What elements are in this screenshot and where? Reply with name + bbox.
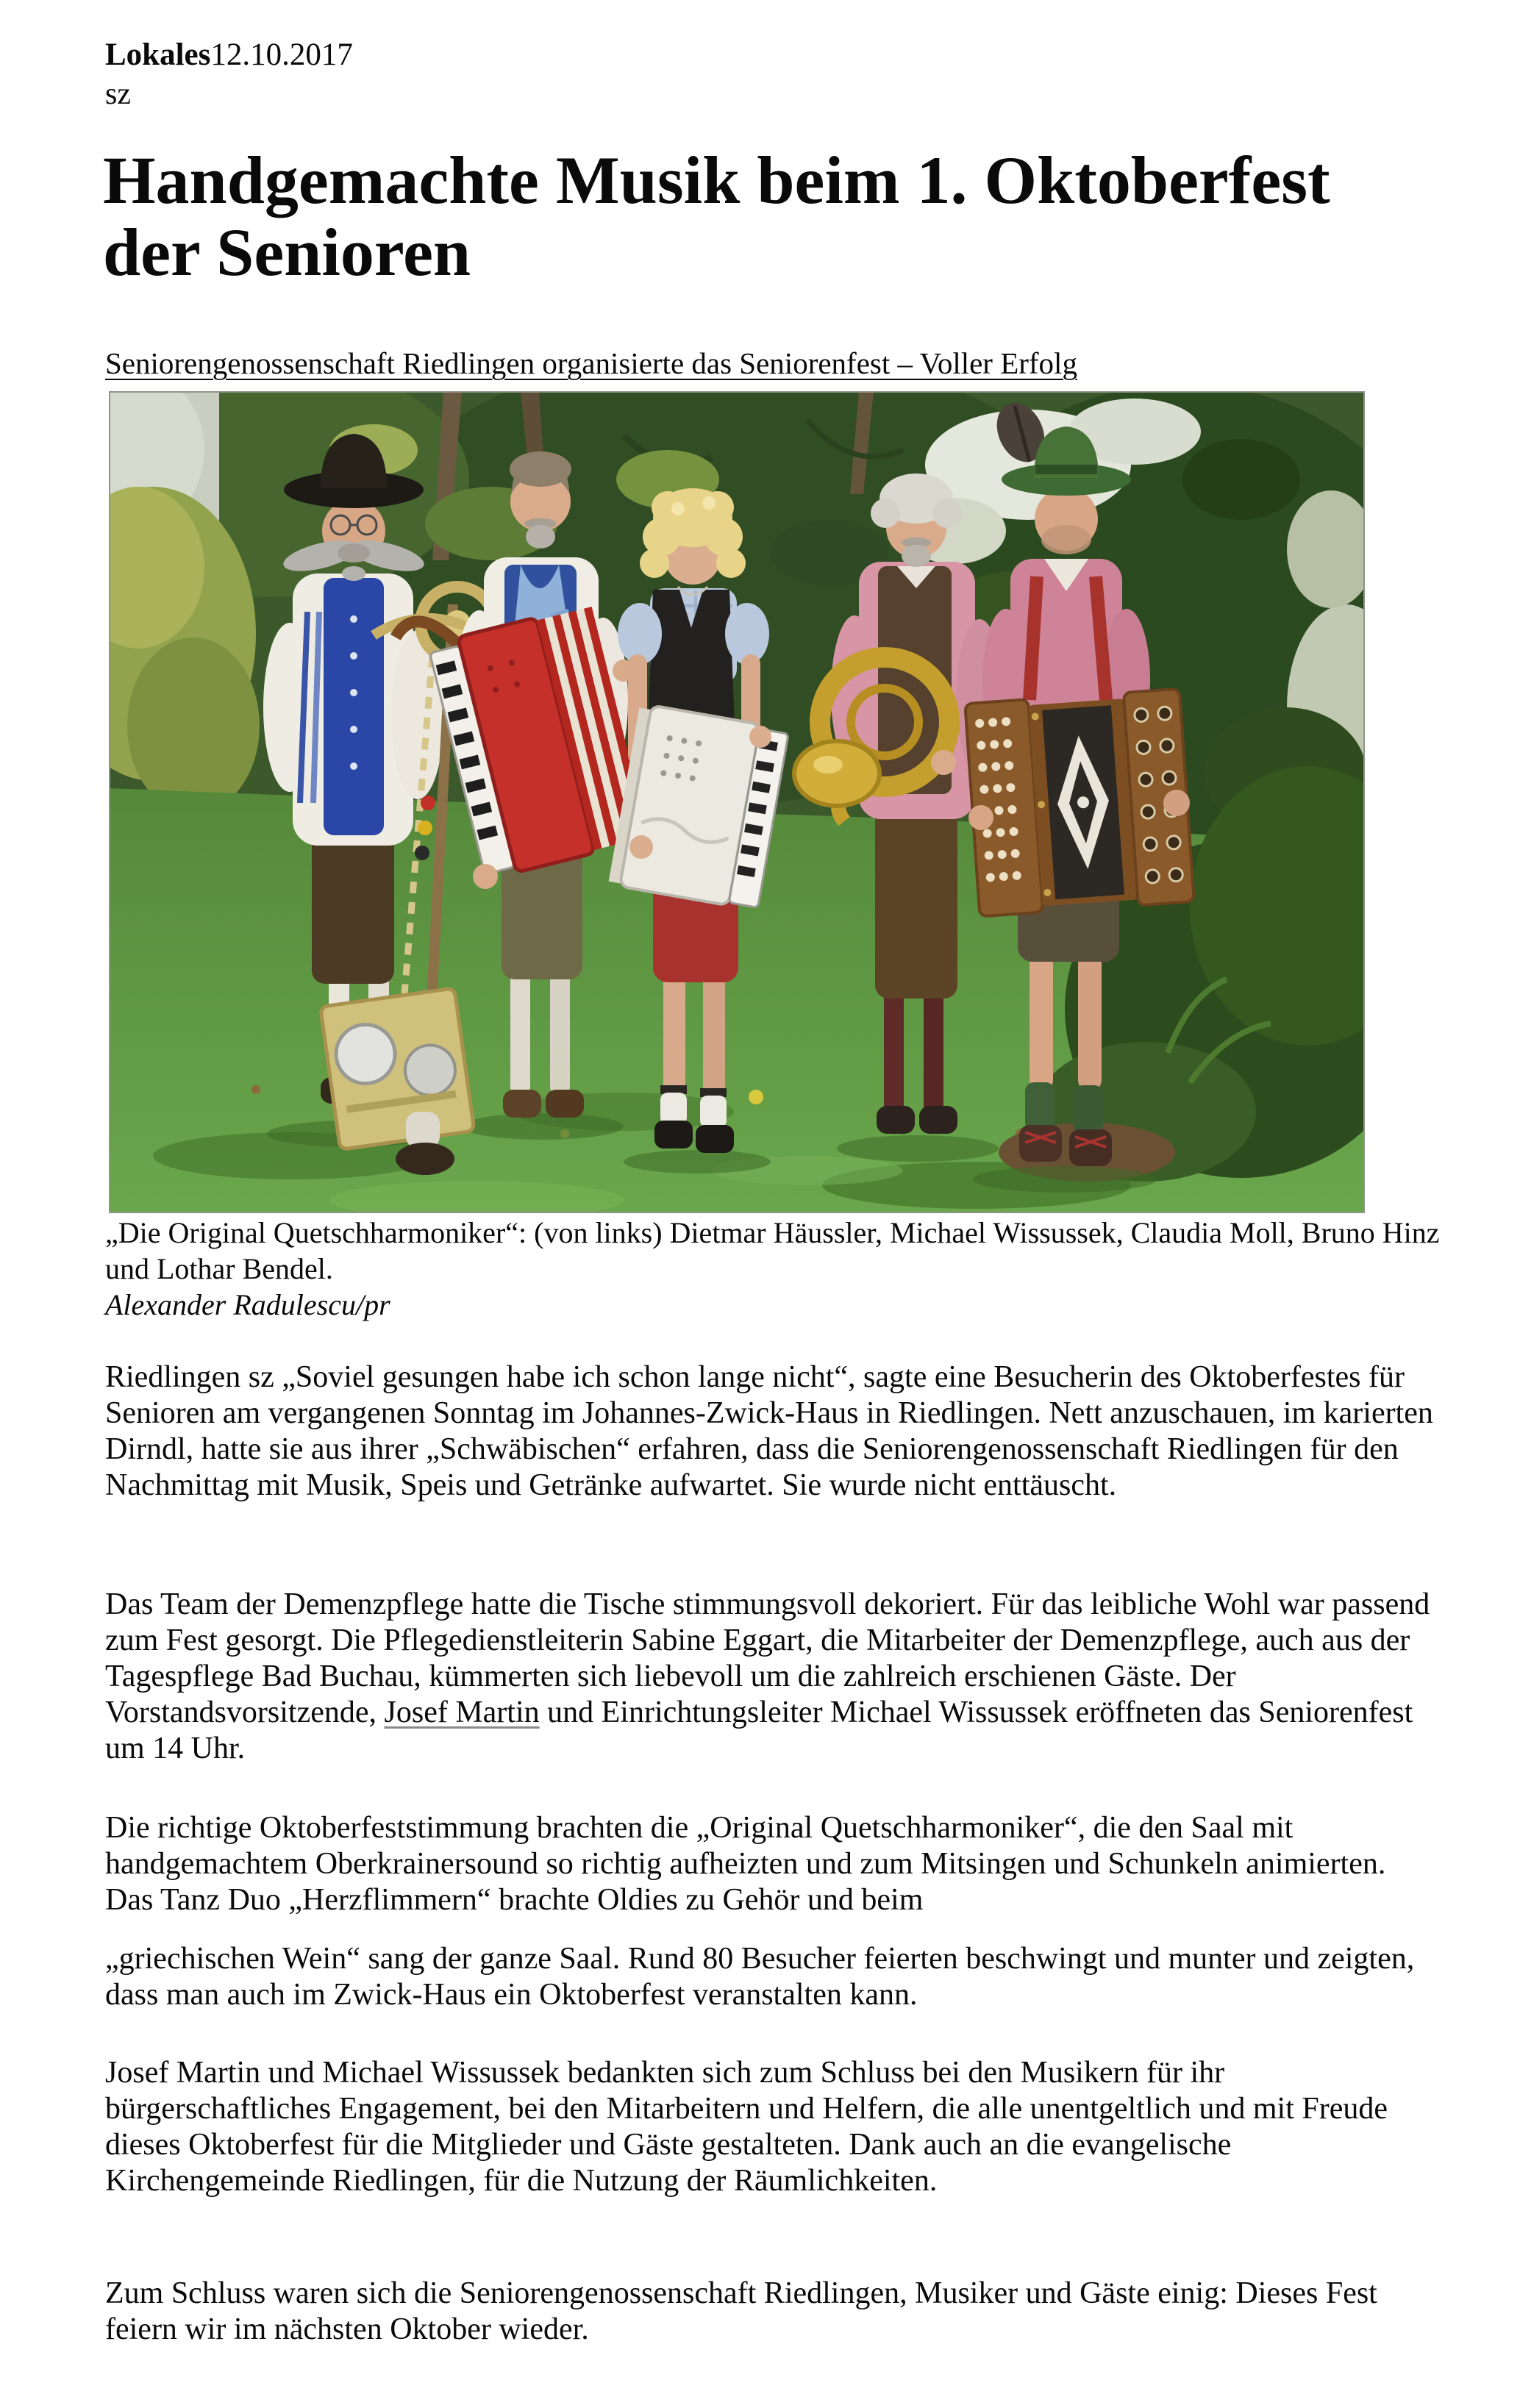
article-paragraph-3: Die richtige Oktoberfeststimmung brachten die „Original Quetschharmoniker“, die den Saal mit handgemachtem Oberkrainersound so richtig aufheizten und zum Mitsingen und Schunkeln animierten. Das Tanz Duo „Herzflimmern“ brachte Oldies zu Gehör und beim <box>105 1811 1386 1917</box>
article-photo <box>109 391 1365 1213</box>
paragraph-2-text-after: und Einrichtungsleiter Michael Wissussek eröffneten das Seniorenfest um 14 Uhr. <box>105 1696 1413 1765</box>
subheadline: Seniorengenossenschaft Riedlingen organisierte das Seniorenfest – Voller Erfolg <box>105 346 1077 380</box>
photo-caption-block <box>105 1215 1440 1323</box>
author-abbreviation: sz <box>105 77 131 111</box>
article-paragraph-1: Riedlingen sz „Soviel gesungen habe ich schon lange nicht“, sagte eine Besucherin des Oktoberfestes für Senioren am vergangenen Sonntag im Johannes-Zwick-Haus in Riedlingen. Nett anzuschauen, im karierten Dirndl, hatte sie aus ihrer „Schwäbischen“ erfahren, dass die Seniorengenossenschaft Riedlingen für den Nachmittag mit Musik, Speis und Getränke aufwartet. Sie wurde nicht enttäuscht. <box>105 1360 1433 1502</box>
paragraph-2-text-before: Das Team der Demenzpflege hatte die Tische stimmungsvoll dekoriert. Für das leibliche Wohl war passend zum Fest gesorgt. Die Pflegedienstleiterin Sabine Eggart, die Mitarbeiter der Demenzpflege, auch aus der Tagespflege Bad Buchau, kümmerten sich liebevoll um die zahlreich erschienen Gäste. Der Vorstandsvorsitzende, <box>105 1587 1430 1729</box>
issue-date: 12.10.2017 <box>210 37 353 72</box>
photo-caption: „Die Original Quetschharmoniker“: (von links) Dietmar Häussler, Michael Wissussek, Claudia Moll, Bruno Hinz und Lothar Bendel. <box>105 1216 1440 1285</box>
band-photo-illustration <box>109 391 1365 1213</box>
masthead <box>105 38 353 72</box>
josef-martin-link[interactable]: Josef Martin <box>384 1696 540 1729</box>
page-title: Handgemachte Musik beim 1. Oktoberfest der Senioren <box>103 143 1330 290</box>
article-paragraph-4: „griechischen Wein“ sang der ganze Saal. Rund 80 Besucher feierten beschwingt und munter und zeigten, dass man auch im Zwick-Haus ein Oktoberfest veranstalten kann. <box>105 1942 1415 2012</box>
article-paragraph-6: Zum Schluss waren sich die Seniorengenossenschaft Riedlingen, Musiker und Gäste einig: Dieses Fest feiern wir im nächsten Oktober wieder. <box>105 2276 1377 2346</box>
article-paragraph-5: Josef Martin und Michael Wissussek bedankten sich zum Schluss bei den Musikern für ihr bürgerschaftliches Engagement, bei den Mitarbeitern und Helfern, die alle unentgeltlich und mit Freude dieses Oktoberfest für die Mitglieder und Gäste gestalteten. Dank auch an die evangelische Kirchengemeinde Riedlingen, für die Nutzung der Räumlichkeiten. <box>105 2056 1388 2198</box>
section-label: Lokales <box>105 37 211 72</box>
styrian-button-accordion <box>965 689 1194 917</box>
photo-credit: Alexander Radulescu/pr <box>105 1288 390 1321</box>
article-paragraph-2 <box>105 1587 1440 1767</box>
